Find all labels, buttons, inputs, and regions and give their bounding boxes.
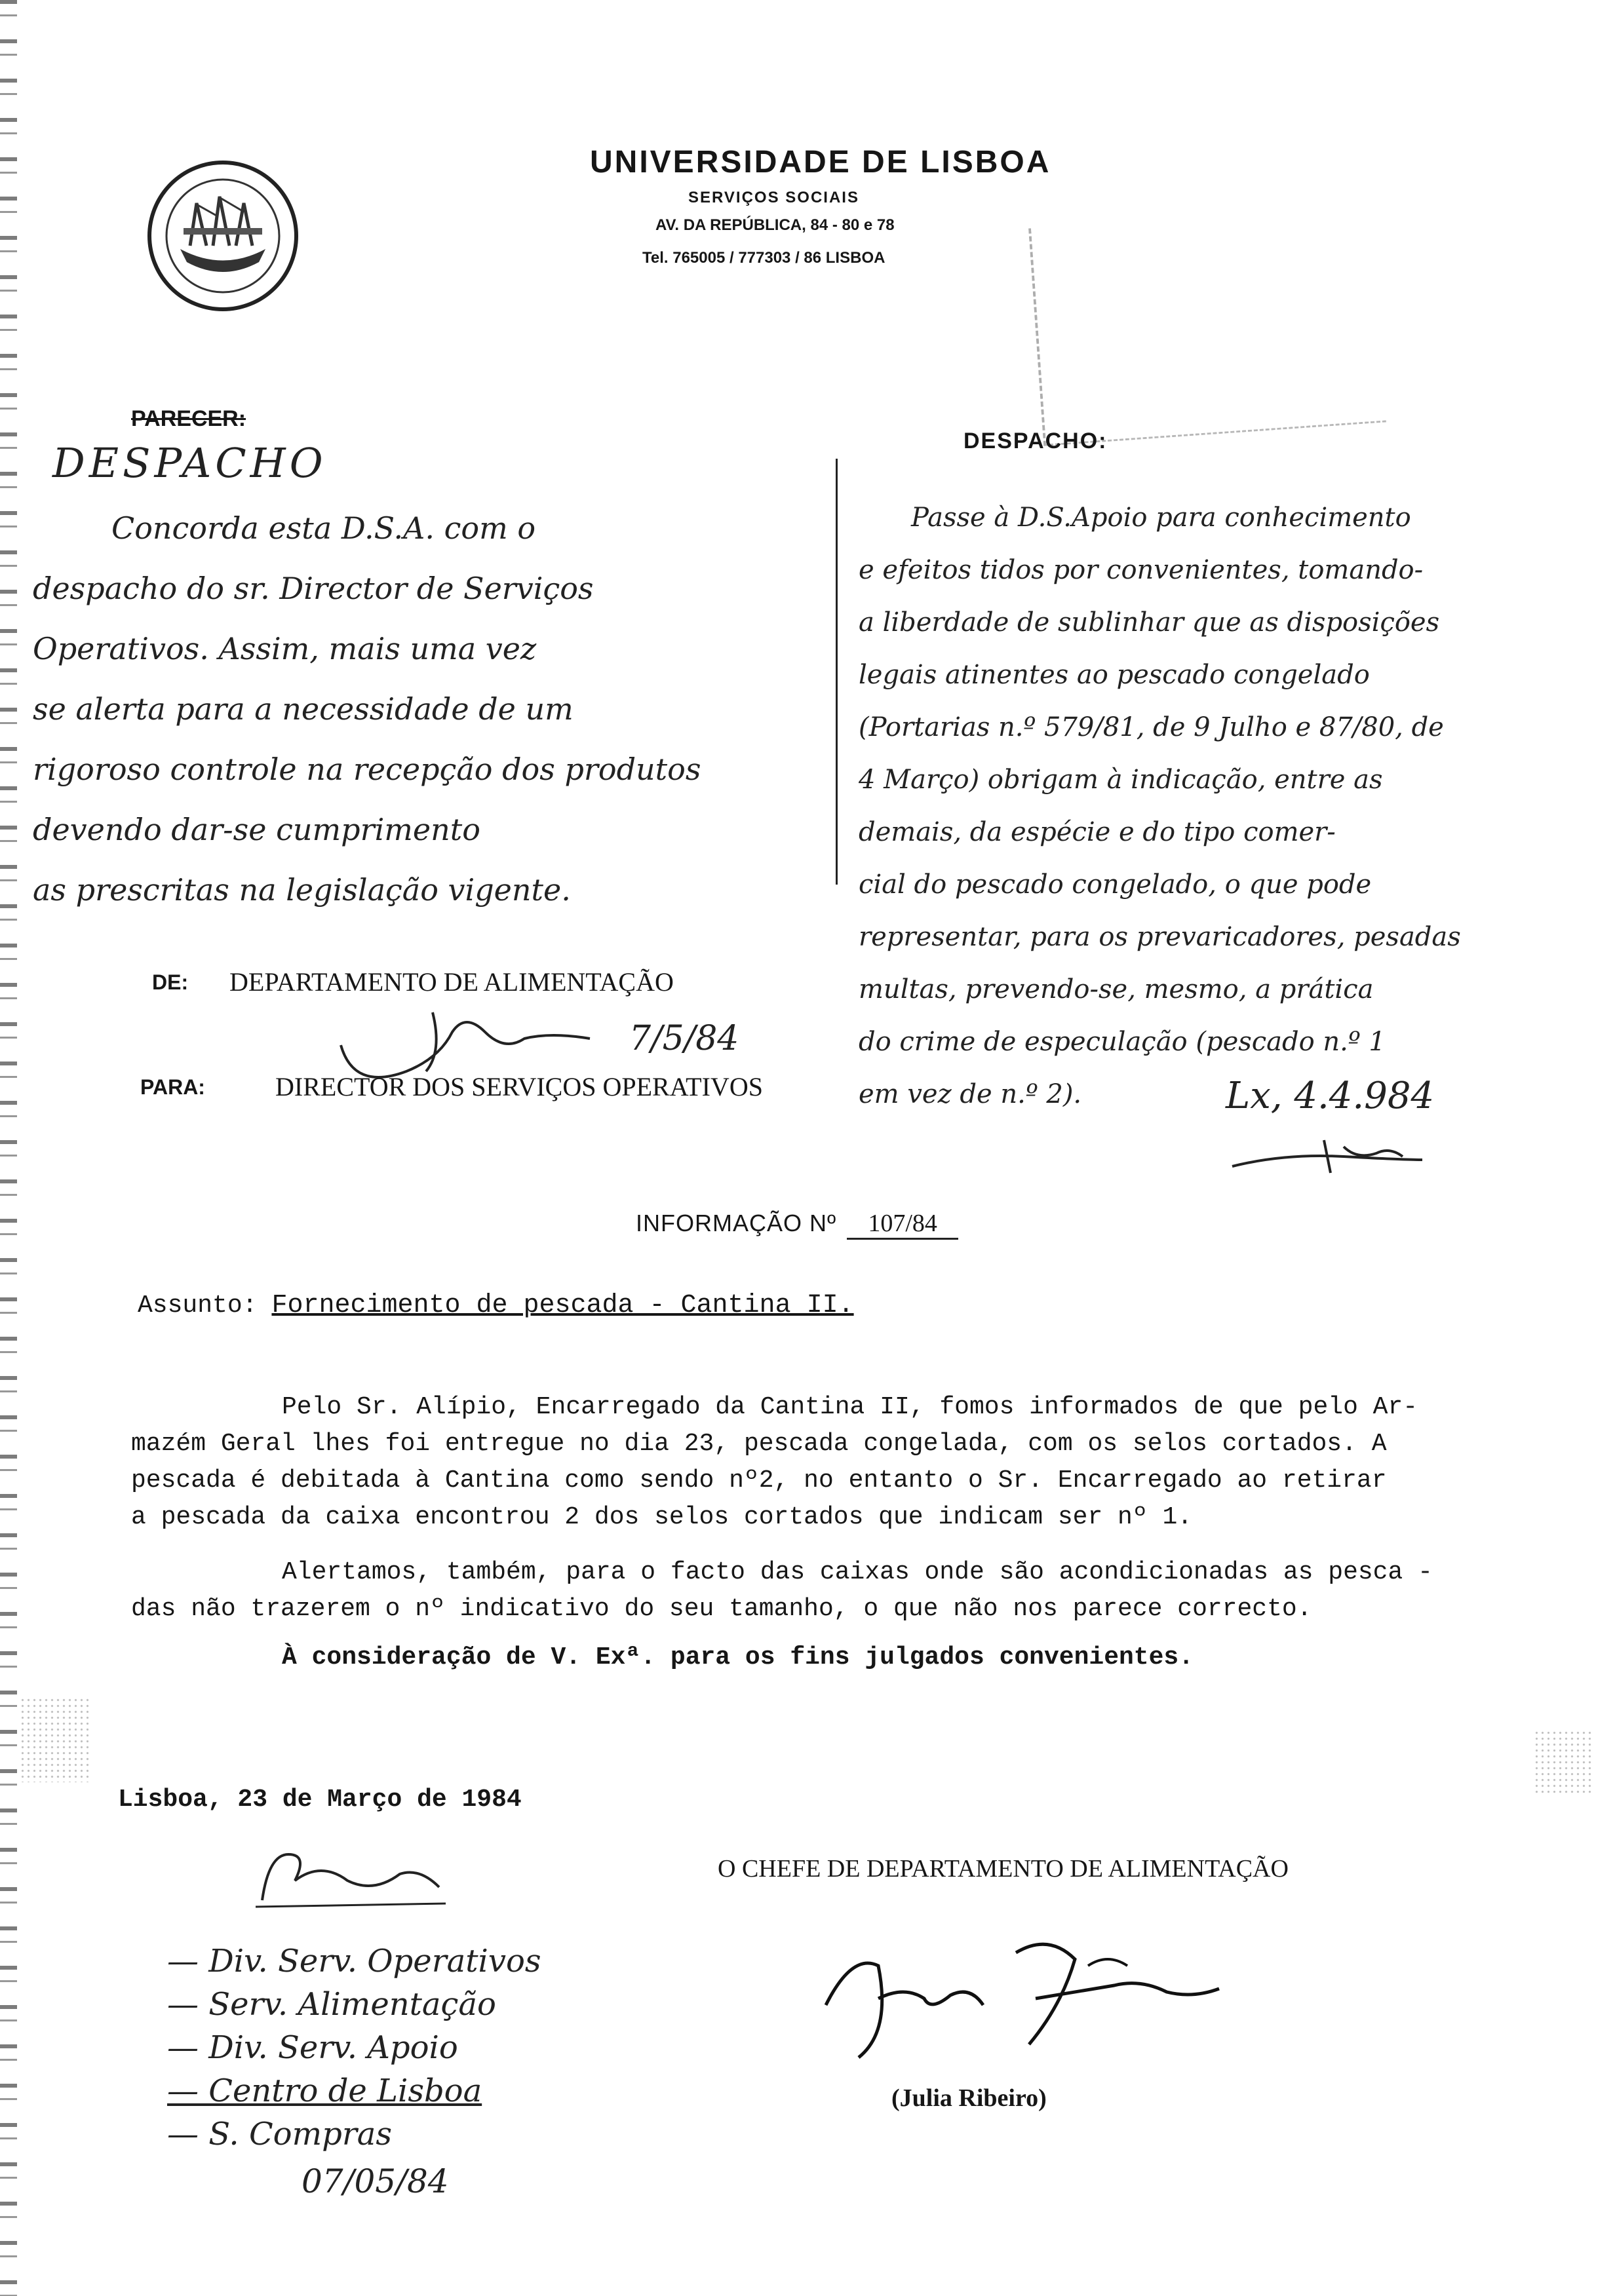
parecer-line: Concorda esta D.S.A. com o	[111, 510, 536, 546]
subject-line	[138, 1291, 1121, 1330]
despacho-section	[846, 419, 1599, 1173]
routing-block	[140, 966, 865, 1111]
despacho-text	[859, 491, 1461, 1120]
distribution-initials	[249, 1841, 459, 1913]
subject-label: Assunto:	[138, 1292, 258, 1320]
despacho-line: do crime de especulação (pescado n.º 1	[859, 1027, 1386, 1057]
despacho-line: Passe à D.S.Apoio para conhecimento	[911, 503, 1411, 533]
despacho-line: em vez de n.º 2).	[859, 1079, 1082, 1109]
distribution-date: 07/05/84	[302, 2162, 449, 2200]
phone: Tel. 765005 / 777303 / 86 LISBOA	[642, 249, 885, 267]
scan-edge-artifact	[0, 0, 17, 2296]
signatory-name: (Julia Ribeiro)	[891, 2084, 1047, 2112]
despacho-line: e efeitos tidos por convenientes, tomando-	[859, 555, 1424, 585]
body-text	[131, 1389, 1586, 1676]
place-date: Lisboa, 23 de Março de 1984	[118, 1786, 522, 1814]
university-seal	[144, 157, 302, 315]
chief-signature	[800, 1926, 1258, 2071]
institution-name: UNIVERSIDADE DE LISBOA	[590, 145, 1051, 180]
de-value: DEPARTAMENTO DE ALIMENTAÇÃO	[229, 967, 674, 997]
para-label: PARA:	[140, 1075, 205, 1099]
distribution-list	[167, 1940, 541, 2156]
scan-noise	[1534, 1730, 1593, 1795]
despacho-line: (Portarias n.º 579/81, de 9 Julho e 87/80, de	[859, 712, 1444, 742]
despacho-line: 4 Março) obrigam à indicação, entre as	[859, 765, 1383, 795]
parecer-line: devendo dar-se cumprimento	[33, 812, 480, 847]
despacho-header: DESPACHO:	[963, 429, 1108, 453]
distribution-item: — Div. Serv. Operativos	[167, 1943, 541, 1980]
para-value: DIRECTOR DOS SERVIÇOS OPERATIVOS	[275, 1072, 763, 1101]
despacho-line: legais atinentes ao pescado congelado	[859, 660, 1370, 690]
parecer-line: rigoroso controle na recepção dos produtos	[33, 752, 701, 787]
parecer-line: as prescritas na legislação vigente.	[33, 872, 571, 908]
distribution-item: — Serv. Alimentação	[167, 1986, 496, 2023]
signatory-title: O CHEFE DE DEPARTAMENTO DE ALIMENTAÇÃO	[718, 1855, 1289, 1883]
despacho-line: cial do pescado congelado, o que pode	[859, 870, 1372, 900]
scan-noise	[20, 1697, 92, 1782]
parecer-signature-date: 7/5/84	[629, 1019, 739, 1058]
body-line: pescada é debitada à Cantina como sendo nº2, no entanto o Sr. Encarregado ao retirar	[131, 1466, 1387, 1495]
de-label: DE:	[152, 970, 189, 994]
informacao-value: 107/84	[847, 1209, 958, 1240]
parecer-line: Operativos. Assim, mais uma vez	[33, 631, 537, 666]
distribution-item: — Div. Serv. Apoio	[167, 2029, 458, 2066]
subject-value: Fornecimento de pescada - Cantina II.	[271, 1291, 854, 1320]
body-line: À consideração de V. Exª. para os fins julgados convenientes.	[282, 1643, 1194, 1672]
despacho-line: multas, prevendo-se, mesmo, a prática	[859, 974, 1374, 1004]
distribution-item: — S. Compras	[167, 2116, 393, 2152]
body-line: Pelo Sr. Alípio, Encarregado da Cantina II, fomos informados de que pelo Ar-	[282, 1393, 1418, 1421]
despacho-line: representar, para os prevaricadores, pesadas	[859, 922, 1461, 952]
parecer-header: PARECER:	[131, 406, 246, 431]
received-stamp	[1028, 204, 1386, 446]
informacao-label: INFORMAÇÃO Nº	[636, 1210, 837, 1236]
column-divider	[836, 459, 838, 885]
parecer-text	[33, 498, 701, 920]
despacho-line: demais, da espécie e do tipo comer-	[859, 817, 1336, 847]
parecer-line: despacho do sr. Director de Serviços	[33, 571, 594, 606]
despacho-handwritten-label: DESPACHO	[52, 439, 327, 487]
distribution-item: — Centro de Lisboa	[167, 2073, 482, 2109]
body-line: das não trazerem o nº indicativo do seu tamanho, o que não nos parece correcto.	[131, 1595, 1312, 1623]
despacho-line: a liberdade de sublinhar que as disposições	[859, 607, 1440, 638]
address: AV. DA REPÚBLICA, 84 - 80 e 78	[655, 216, 895, 234]
department-name: SERVIÇOS SOCIAIS	[688, 189, 859, 206]
parecer-section	[33, 406, 826, 908]
body-line: Alertamos, também, para o facto das caixas onde são acondicionadas as pesca -	[282, 1558, 1433, 1586]
parecer-line: se alerta para a necessidade de um	[33, 691, 574, 727]
despacho-date: Lx, 4.4.984	[1226, 1075, 1435, 1117]
informacao-number	[636, 1209, 1095, 1248]
despacho-signature	[1226, 1127, 1435, 1179]
body-line: a pescada da caixa encontrou 2 dos selos cortados que indicam ser nº 1.	[131, 1503, 1193, 1531]
letterhead	[131, 138, 1049, 334]
body-line: mazém Geral lhes foi entregue no dia 23, pescada congelada, com os selos cortados. A	[131, 1430, 1387, 1458]
